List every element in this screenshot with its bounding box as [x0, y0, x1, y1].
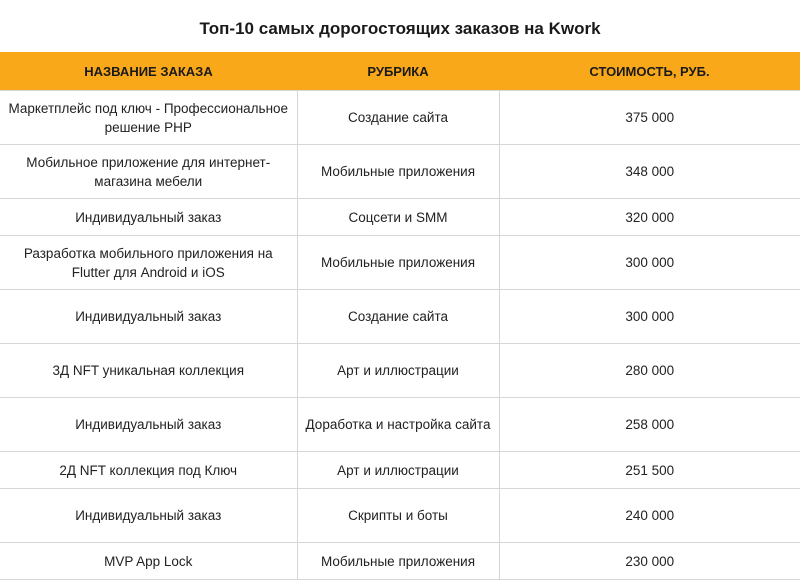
category-cell: Скрипты и боты — [297, 489, 499, 543]
price-cell: 348 000 — [499, 145, 800, 199]
category-cell: Создание сайта — [297, 290, 499, 344]
order-name-cell: Индивидуальный заказ — [0, 489, 297, 543]
category-cell: Соцсети и SMM — [297, 199, 499, 236]
price-cell: 240 000 — [499, 489, 800, 543]
price-cell: 258 000 — [499, 398, 800, 452]
category-cell: Создание сайта — [297, 91, 499, 145]
price-cell: 300 000 — [499, 236, 800, 290]
table-row — [0, 236, 800, 290]
category-cell: Доработка и настройка сайта — [297, 398, 499, 452]
category-cell: Арт и иллюстрации — [297, 452, 499, 489]
table-row — [0, 543, 800, 580]
category-cell: Арт и иллюстрации — [297, 344, 499, 398]
column-header-name: НАЗВАНИЕ ЗАКАЗА — [0, 52, 297, 91]
order-name-cell: Маркетплейс под ключ - Профессиональное решение PHP — [0, 91, 297, 145]
column-header-category: РУБРИКА — [297, 52, 499, 91]
order-name-cell: 3Д NFT уникальная коллекция — [0, 344, 297, 398]
order-name-cell: Индивидуальный заказ — [0, 290, 297, 344]
table-row — [0, 199, 800, 236]
order-name-cell: Индивидуальный заказ — [0, 398, 297, 452]
table-row — [0, 398, 800, 452]
price-cell: 375 000 — [499, 91, 800, 145]
category-cell: Мобильные приложения — [297, 145, 499, 199]
table-row — [0, 344, 800, 398]
column-header-price: СТОИМОСТЬ, РУБ. — [499, 52, 800, 91]
table-row — [0, 489, 800, 543]
table-row — [0, 145, 800, 199]
order-name-cell: Мобильное приложение для интернет-магазина мебели — [0, 145, 297, 199]
price-cell: 251 500 — [499, 452, 800, 489]
table-row — [0, 452, 800, 489]
table-header-row — [0, 52, 800, 91]
price-cell: 320 000 — [499, 199, 800, 236]
price-cell: 230 000 — [499, 543, 800, 580]
order-name-cell: Индивидуальный заказ — [0, 199, 297, 236]
order-name-cell: MVP App Lock — [0, 543, 297, 580]
table-row — [0, 290, 800, 344]
page-title: Топ-10 самых дорогостоящих заказов на Kwork — [199, 19, 601, 38]
price-cell: 280 000 — [499, 344, 800, 398]
category-cell: Мобильные приложения — [297, 236, 499, 290]
category-cell: Мобильные приложения — [297, 543, 499, 580]
order-name-cell: Разработка мобильного приложения на Flutter для Android и iOS — [0, 236, 297, 290]
price-cell: 300 000 — [499, 290, 800, 344]
orders-table — [0, 52, 800, 580]
order-name-cell: 2Д NFT коллекция под Ключ — [0, 452, 297, 489]
table-row — [0, 91, 800, 145]
